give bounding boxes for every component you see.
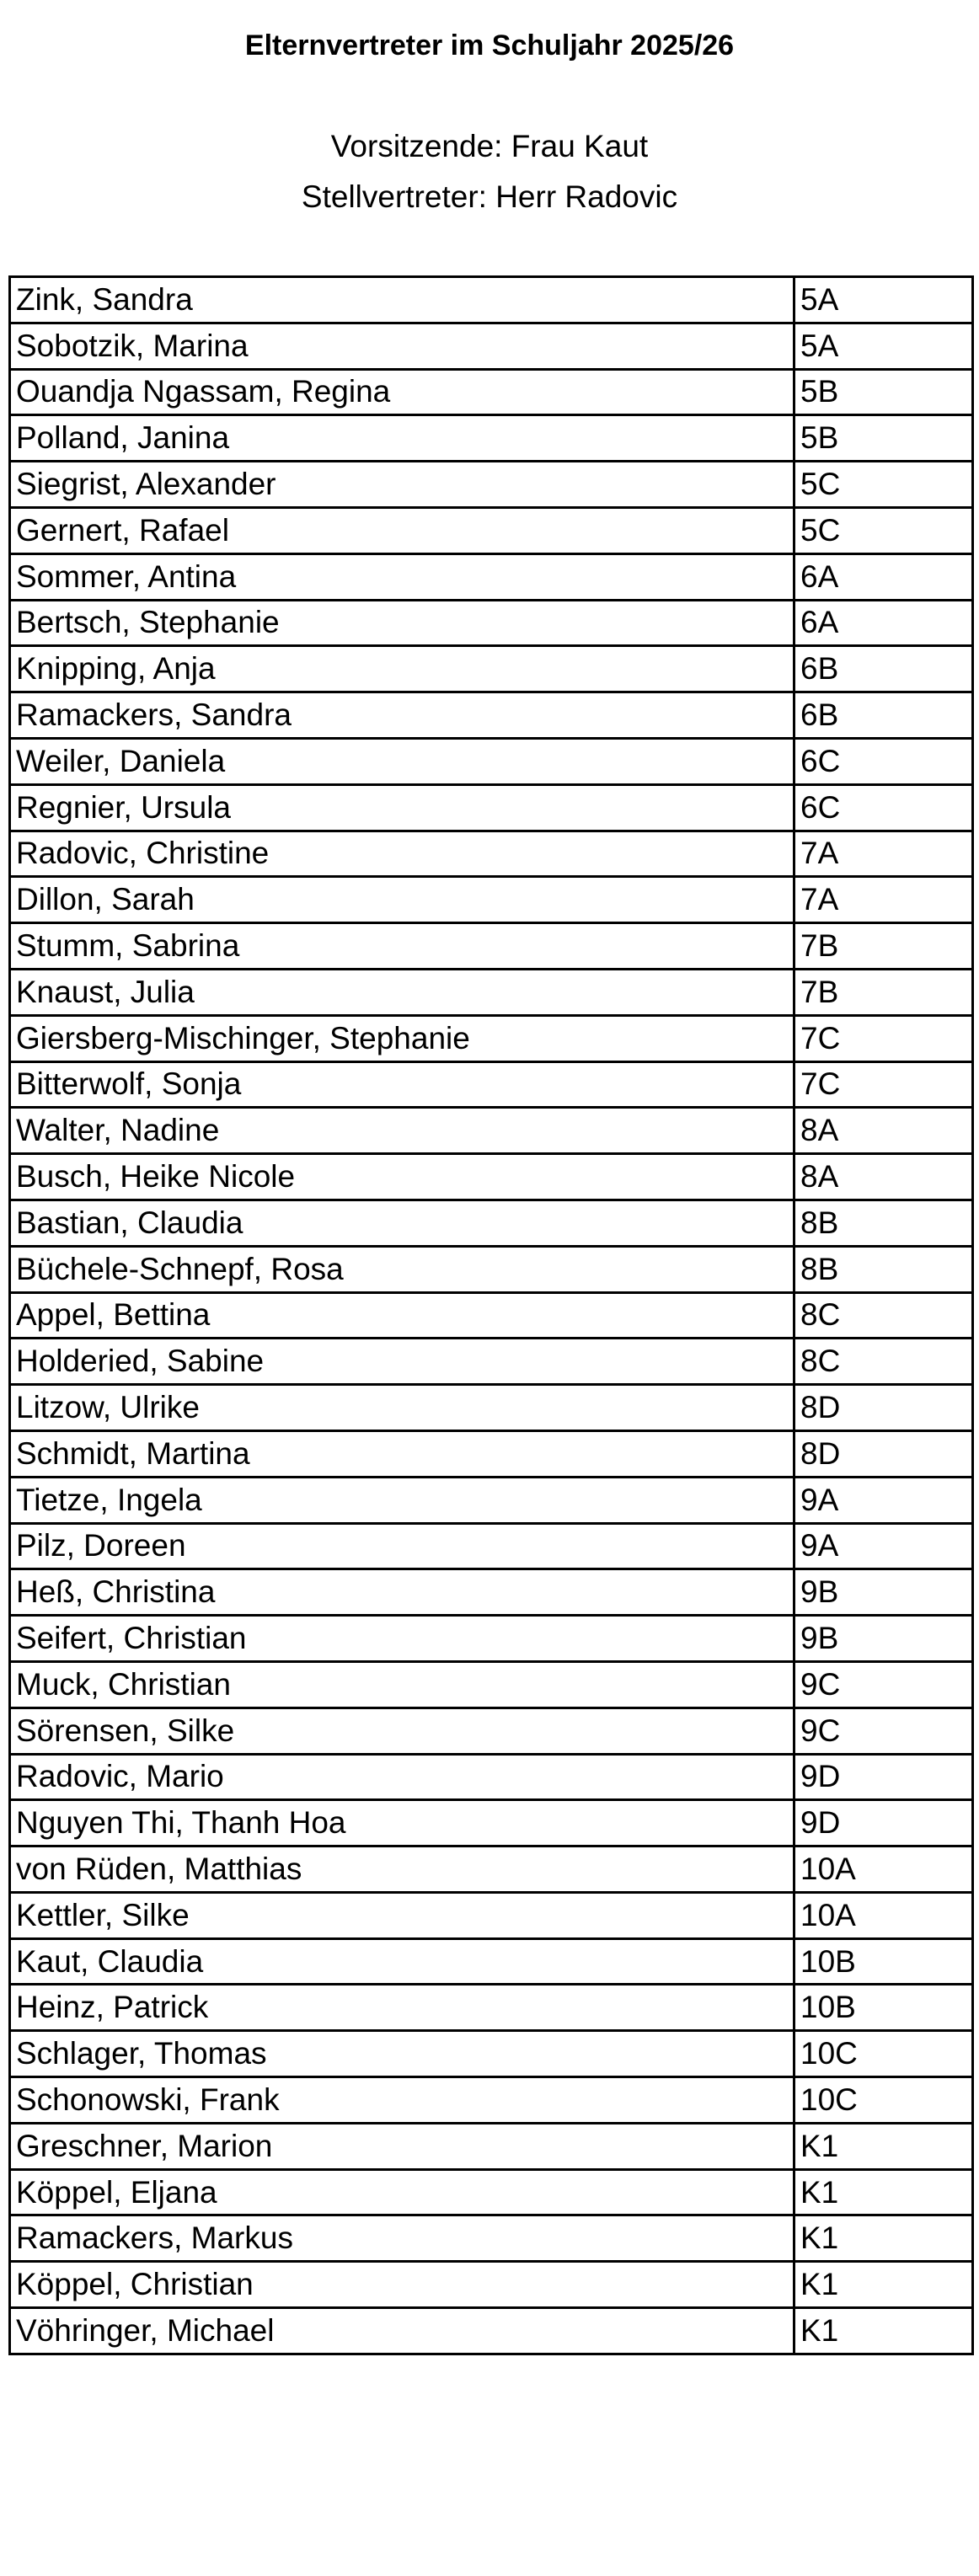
table-row (10, 1015, 973, 1061)
table-row (10, 877, 973, 923)
class-cell: 6A (794, 600, 973, 646)
parent-name-cell: Bertsch, Stephanie (10, 600, 794, 646)
parent-name-cell: Muck, Christian (10, 1661, 794, 1708)
parent-name-cell: Polland, Janina (10, 415, 794, 462)
parent-name-cell: Gernert, Rafael (10, 507, 794, 553)
class-cell: 5C (794, 462, 973, 508)
table-row (10, 1892, 973, 1938)
class-cell: 9B (794, 1569, 973, 1616)
class-cell: 5B (794, 369, 973, 415)
class-cell: 8B (794, 1200, 973, 1246)
class-cell: 5A (794, 277, 973, 323)
class-cell: 7B (794, 923, 973, 970)
parent-name-cell: Pilz, Doreen (10, 1523, 794, 1569)
parent-name-cell: Bitterwolf, Sonja (10, 1061, 794, 1108)
table-row (10, 369, 973, 415)
parent-name-cell: Regnier, Ursula (10, 784, 794, 831)
table-row (10, 738, 973, 784)
parent-name-cell: Weiler, Daniela (10, 738, 794, 784)
class-cell: 6A (794, 553, 973, 600)
class-cell: K1 (794, 2123, 973, 2169)
table-row (10, 600, 973, 646)
class-cell: 7A (794, 877, 973, 923)
parent-name-cell: Heinz, Patrick (10, 1985, 794, 2031)
table-row (10, 2169, 973, 2215)
class-cell: 8D (794, 1430, 973, 1477)
parent-name-cell: Büchele-Schnepf, Rosa (10, 1246, 794, 1292)
parent-name-cell: Vöhringer, Michael (10, 2308, 794, 2354)
class-cell: 8B (794, 1246, 973, 1292)
parent-name-cell: Kettler, Silke (10, 1892, 794, 1938)
parent-name-cell: Walter, Nadine (10, 1108, 794, 1154)
parent-name-cell: Radovic, Mario (10, 1754, 794, 1800)
table-row (10, 1569, 973, 1616)
table-row (10, 415, 973, 462)
table-row (10, 1985, 973, 2031)
parent-name-cell: Litzow, Ulrike (10, 1385, 794, 1431)
class-cell: 9D (794, 1754, 973, 1800)
class-cell: 9D (794, 1800, 973, 1846)
parent-name-cell: Appel, Bettina (10, 1292, 794, 1339)
parent-name-cell: Zink, Sandra (10, 277, 794, 323)
table-row (10, 2031, 973, 2077)
table-row (10, 969, 973, 1015)
parent-name-cell: Nguyen Thi, Thanh Hoa (10, 1800, 794, 1846)
class-cell: 9C (794, 1708, 973, 1754)
parent-name-cell: von Rüden, Matthias (10, 1846, 794, 1893)
table-row (10, 1339, 973, 1385)
class-cell: 8A (794, 1154, 973, 1200)
table-row (10, 2262, 973, 2308)
parent-name-cell: Ramackers, Markus (10, 2215, 794, 2262)
table-row (10, 2308, 973, 2354)
class-cell: 5A (794, 323, 973, 369)
table-row (10, 1061, 973, 1108)
parent-name-cell: Bastian, Claudia (10, 1200, 794, 1246)
parent-name-cell: Greschner, Marion (10, 2123, 794, 2169)
parent-name-cell: Köppel, Eljana (10, 2169, 794, 2215)
parent-name-cell: Seifert, Christian (10, 1616, 794, 1662)
table-row (10, 923, 973, 970)
table-row (10, 277, 973, 323)
class-cell: 6B (794, 692, 973, 739)
class-cell: 7C (794, 1015, 973, 1061)
table-row (10, 1200, 973, 1246)
parent-name-cell: Siegrist, Alexander (10, 462, 794, 508)
class-cell: 7B (794, 969, 973, 1015)
table-row (10, 323, 973, 369)
class-cell: 10B (794, 1985, 973, 2031)
parent-name-cell: Knipping, Anja (10, 646, 794, 692)
class-cell: K1 (794, 2215, 973, 2262)
class-cell: 10C (794, 2031, 973, 2077)
chair-line: Vorsitzende: Frau Kaut (330, 129, 649, 163)
parent-name-cell: Schlager, Thomas (10, 2031, 794, 2077)
parent-name-cell: Holderied, Sabine (10, 1339, 794, 1385)
table-row (10, 507, 973, 553)
table-row (10, 831, 973, 877)
class-cell: 9B (794, 1616, 973, 1662)
class-cell: K1 (794, 2308, 973, 2354)
table-row (10, 1385, 973, 1431)
parent-name-cell: Busch, Heike Nicole (10, 1154, 794, 1200)
parent-name-cell: Sörensen, Silke (10, 1708, 794, 1754)
table-row (10, 1523, 973, 1569)
class-cell: 10C (794, 2077, 973, 2124)
table-row (10, 2123, 973, 2169)
class-cell: 8C (794, 1339, 973, 1385)
parent-name-cell: Schonowski, Frank (10, 2077, 794, 2124)
table-row (10, 553, 973, 600)
page-title: Elternvertreter im Schuljahr 2025/26 (244, 29, 735, 61)
parent-name-cell: Tietze, Ingela (10, 1477, 794, 1523)
class-cell: 10B (794, 1938, 973, 1985)
class-cell: 10A (794, 1846, 973, 1893)
table-row (10, 1846, 973, 1893)
table-row (10, 784, 973, 831)
class-cell: 5C (794, 507, 973, 553)
parent-name-cell: Dillon, Sarah (10, 877, 794, 923)
parent-name-cell: Ouandja Ngassam, Regina (10, 369, 794, 415)
class-cell: 7C (794, 1061, 973, 1108)
table-row (10, 1800, 973, 1846)
table-row (10, 1477, 973, 1523)
parent-name-cell: Radovic, Christine (10, 831, 794, 877)
class-cell: 5B (794, 415, 973, 462)
representatives-table (8, 275, 974, 2355)
class-cell: 10A (794, 1892, 973, 1938)
table-row (10, 1938, 973, 1985)
class-cell: 7A (794, 831, 973, 877)
parent-name-cell: Knaust, Julia (10, 969, 794, 1015)
class-cell: 8A (794, 1108, 973, 1154)
table-row (10, 462, 973, 508)
table-row (10, 1754, 973, 1800)
class-cell: 8C (794, 1292, 973, 1339)
class-cell: 6C (794, 738, 973, 784)
table-row (10, 1430, 973, 1477)
class-cell: K1 (794, 2169, 973, 2215)
class-cell: 6B (794, 646, 973, 692)
parent-name-cell: Stumm, Sabrina (10, 923, 794, 970)
class-cell: 6C (794, 784, 973, 831)
representatives-table-body (10, 277, 973, 2354)
table-row (10, 1616, 973, 1662)
parent-name-cell: Ramackers, Sandra (10, 692, 794, 739)
table-row (10, 2077, 973, 2124)
class-cell: 9A (794, 1477, 973, 1523)
table-row (10, 1246, 973, 1292)
table-row (10, 1292, 973, 1339)
table-row (10, 692, 973, 739)
parent-name-cell: Heß, Christina (10, 1569, 794, 1616)
parent-name-cell: Köppel, Christian (10, 2262, 794, 2308)
parent-name-cell: Sobotzik, Marina (10, 323, 794, 369)
class-cell: K1 (794, 2262, 973, 2308)
parent-name-cell: Kaut, Claudia (10, 1938, 794, 1985)
table-row (10, 2215, 973, 2262)
parent-name-cell: Giersberg-Mischinger, Stephanie (10, 1015, 794, 1061)
deputy-line: Stellvertreter: Herr Radovic (301, 179, 678, 214)
class-cell: 8D (794, 1385, 973, 1431)
table-row (10, 1708, 973, 1754)
parent-name-cell: Schmidt, Martina (10, 1430, 794, 1477)
table-row (10, 646, 973, 692)
table-row (10, 1154, 973, 1200)
table-row (10, 1108, 973, 1154)
class-cell: 9A (794, 1523, 973, 1569)
table-row (10, 1661, 973, 1708)
class-cell: 9C (794, 1661, 973, 1708)
parent-name-cell: Sommer, Antina (10, 553, 794, 600)
